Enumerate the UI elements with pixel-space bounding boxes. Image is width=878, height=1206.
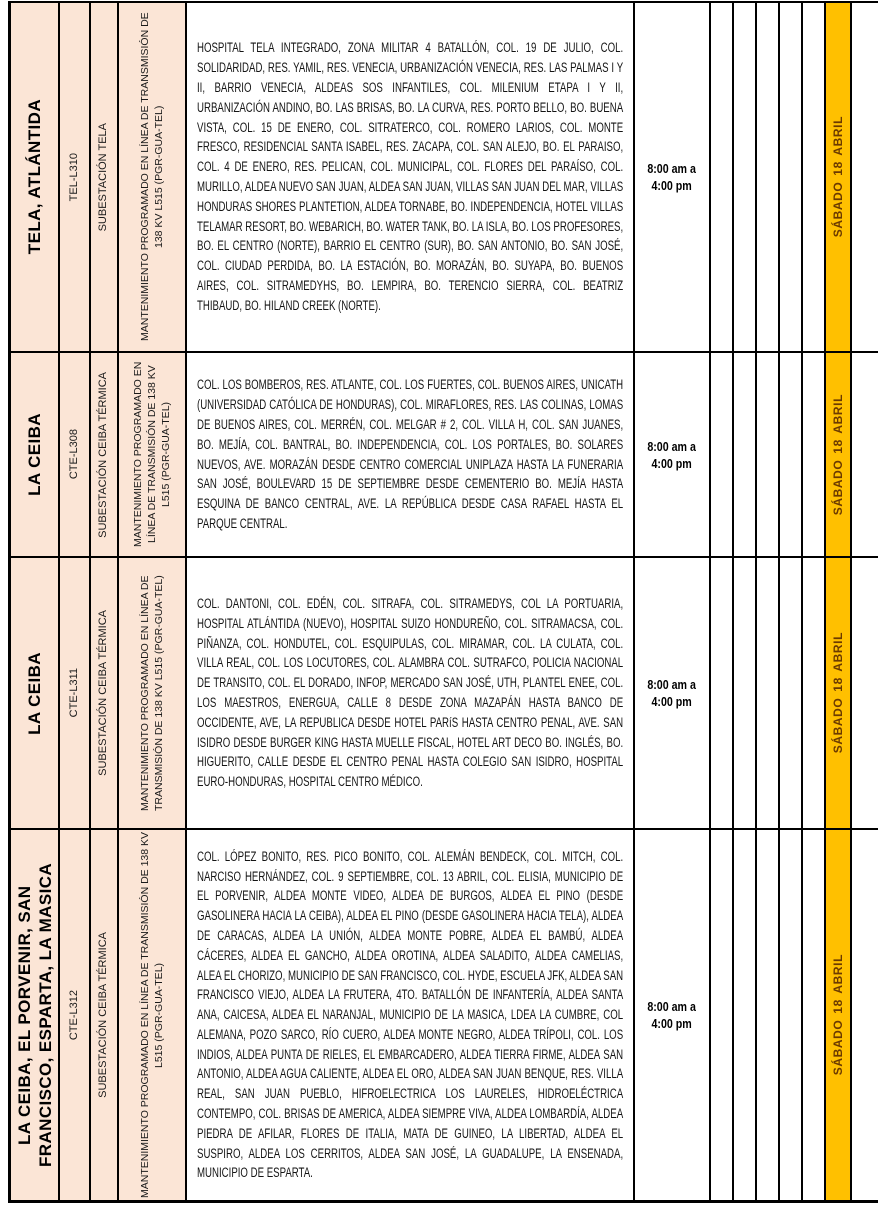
circuit-code-label: TEL-L310 [67, 152, 80, 202]
day-column-empty [732, 3, 755, 351]
day-column-empty [778, 353, 801, 556]
day-column-empty [778, 558, 801, 828]
day-column-empty [709, 3, 732, 351]
affected-areas-cell [185, 353, 633, 556]
day-column-empty [709, 830, 732, 1200]
time-cell [633, 3, 709, 351]
circuit-code-cell [58, 830, 89, 1200]
day-column-empty [850, 3, 878, 351]
location-label: LA CEIBA [25, 651, 44, 735]
date-label: SÁBADO 18 ABRIL [830, 632, 845, 754]
circuit-code-label: CTE-L308 [67, 429, 80, 480]
day-column-empty [850, 353, 878, 556]
substation-cell [89, 353, 117, 556]
day-column-empty [850, 830, 878, 1200]
location-cell [11, 830, 58, 1200]
affected-areas-text: COL. DANTONI, COL. EDÉN, COL. SITRAFA, COL. SITRAMEDYS, COL LA PORTUARIA, HOSPITAL ATLÁNTIDA (NUEVO), HOSPITAL SUIZO HONDUREÑO, COL. SITRAMACSA, COL. PIÑANZA, COL. HONDUTEL, COL. ESQUIPULAS, COL. MIRAMAR, COL. LA CULATA, COL. VILLA REAL, COL. LOS LOCUTORES, COL. ALAMBRA COL. SUTRAFCO, POLICIA NACIONAL DE TRANSITO, COL. EL DORADO, INFOP, MERCADO SAN JOSÉ, UTH, PLANTEL ENEE, COL. LOS MAESTROS, ENERGUA, CALLE 8 DESDE ZONA MAZAPÁN HASTA BANCO DE OCCIDENTE, AVE, LA REPUBLICA DESDE HOTEL PARíS HASTA CENTRO PENAL, AVE. SAN ISIDRO DESDE BURGER KING HASTA MUELLE FISCAL, HOTEL ART DECO BO. INGLÉS, BO. HIGUERITO, CALLE DESDE EL CENTRO PENAL HASTA COLEGIO SAN ISIDRO, HOSPITAL EURO-HONDURAS, HOSPITAL CENTRO MÉDICO. [197, 596, 624, 790]
work-type-label: MANTENIMIENTO PROGRAMADO EN LÍNEA DE TRANSMISIÓN DE 138 KV L515 (PGR-GUA-TEL) [139, 12, 165, 342]
work-type-cell [117, 558, 185, 828]
time-end: 4:00 pm [651, 178, 693, 193]
day-column-empty [709, 353, 732, 556]
work-type-label: MANTENIMIENTO PROGRAMADO EN LÍNEA DE TRANSMISIÓN DE 138 KV L515 (PGR-GUA-TEL) [139, 575, 165, 811]
day-column-empty [801, 3, 824, 351]
location-cell [11, 558, 58, 828]
location-label: TELA, ATLÁNTIDA [25, 99, 44, 255]
day-column-empty [778, 3, 801, 351]
day-column-empty [755, 558, 778, 828]
table-row [11, 351, 878, 556]
affected-areas-text: HOSPITAL TELA INTEGRADO, ZONA MILITAR 4 BATALLÓN, COL. 19 DE JULIO, COL. SOLIDARIDAD, RES. YAMIL, RES. VENECIA, URBANIZACIÓN VENECIA, RES. LAS PALMAS I Y II, BARRIO VENECIA, ALDEAS SOS INFANTILES, COL. MILENIUM ETAPA I Y II, URBANIZACIÓN ANDINO, BO. LAS BRISAS, BO. LA CURVA, RES. PORTO BELLO, BO. BUENA VISTA, COL. 15 DE ENERO, COL. SITRATERCO, COL. ROMERO LARIOS, COL. MONTE FRESCO, RESIDENCIAL SANTA ISABEL, RES. ZACAPA, COL. SAN ALEJO, BO. EL PARAISO, COL. 4 DE ENERO, RES. PELICAN, COL. MUNICIPAL, COL. FLORES DEL PARAÍSO, COL. MURILLO, ALDEA NUEVO SAN JUAN, ALDEA SAN JUAN, VILLAS SAN JUAN DEL MAR, VILLAS HONDURAS SHORES PLANTETION, ALDEA TORNABE, BO. INDEPENDENCIA, HOTEL VILLAS TELAMAR RESORT, BO. WEBARICH, BO. WATER TANK, BO. LA ISLA, BO. LOS PROFESORES, BO. EL CENTRO (NORTE), BARRIO EL CENTRO (SUR), BO. SAN ANTONIO, BO. SAN JOSÉ, COL. CIUDAD PERDIDA, BO. LA ESTACIÓN, BO. MORAZÁN, BO. SUYAPA, BO. BUENOS AIRES, COL. SITRAMEDYHS, BO. LEMPIRA, BO. TERENCIO SIERRA, COL. BEATRIZ THIBAUD, BO. HILAND CREEK (NORTE). [197, 40, 624, 313]
table-row [11, 3, 878, 351]
highlighted-date-cell [824, 353, 850, 556]
circuit-code-label: CTE-L312 [67, 989, 80, 1041]
location-cell [11, 353, 58, 556]
work-type-cell [117, 830, 185, 1200]
outage-schedule-table [8, 1, 878, 1203]
highlighted-date-cell [824, 830, 850, 1200]
date-label: SÁBADO 18 ABRIL [830, 954, 845, 1076]
date-label: SÁBADO 18 ABRIL [830, 116, 845, 238]
day-column-empty [709, 558, 732, 828]
time-cell [633, 830, 709, 1200]
affected-areas-cell [185, 558, 633, 828]
day-column-empty [778, 830, 801, 1200]
highlighted-date-cell [824, 558, 850, 828]
work-type-label: MANTENIMIENTO PROGRAMADO EN LÍNEA DE TRANSMISIÓN DE 138 KV L515 (PGR-GUA-TEL) [132, 361, 172, 548]
substation-cell [89, 830, 117, 1200]
affected-areas-cell [185, 3, 633, 351]
time-start: 8:00 am a [647, 999, 697, 1014]
substation-label: SUBESTACIÓN CEIBA TÉRMICA [97, 610, 110, 776]
substation-cell [89, 558, 117, 828]
time-cell [633, 558, 709, 828]
highlighted-date-cell [824, 3, 850, 351]
affected-areas-text: COL. LOS BOMBEROS, RES. ATLANTE, COL. LOS FUERTES, COL. BUENOS AIRES, UNICATH (UNIVERSIDAD CATÓLICA DE HONDURAS), COL. MIRAFLORES, RES. LAS COLINAS, LOMAS DE BUENOS AIRES, COL. MERRÉN, COL. MELGAR # 2, COL. VILLA H, COL. SAN JUANES, BO. MEJÍA, COL. BANTRAL, BO. INDEPENDENCIA, COL. LOS PORTALES, BO. SOLARES NUEVOS, AVE. MORAZÁN DESDE CENTRO COMERCIAL UNIPLAZA HASTA LA FUNERARIA SAN JOSÉ, BOULEVARD 15 DE SEPTIEMBRE DESDE CEMENTERIO BO. MEJÍA HASTA ESQUINA DE BANCO CENTRAL, AVE. LA REPÚBLICA DESDE CASA RAFAEL HASTA EL PARQUE CENTRAL. [197, 377, 624, 531]
day-column-empty [755, 353, 778, 556]
circuit-code-label: CTE-L311 [67, 668, 80, 718]
substation-label: SUBESTACIÓN TELA [97, 122, 110, 232]
circuit-code-cell [58, 353, 89, 556]
time-start: 8:00 am a [647, 438, 697, 454]
substation-cell [89, 3, 117, 351]
table-row [11, 828, 878, 1200]
circuit-code-cell [58, 3, 89, 351]
work-type-cell [117, 3, 185, 351]
location-label: LA CEIBA, EL PORVENIR, SAN FRANCISCO, ESPARTA, LA MASICA [14, 862, 55, 1168]
time-cell [633, 353, 709, 556]
time-start: 8:00 am a [647, 677, 697, 692]
affected-areas-cell [185, 830, 633, 1200]
substation-label: SUBESTACIÓN CEIBA TÉRMICA [97, 371, 110, 538]
day-column-empty [850, 558, 878, 828]
work-type-label: MANTENIMIENTO PROGRAMADO EN LÍNEA DE TRANSMISIÓN DE 138 KV L515 (PGR-GUA-TEL) [139, 831, 165, 1199]
time-start: 8:00 am a [647, 161, 697, 176]
substation-label: SUBESTACIÓN CEIBA TÉRMICA [97, 932, 110, 1098]
work-type-cell [117, 353, 185, 556]
time-end: 4:00 pm [651, 1016, 693, 1031]
day-column-empty [732, 558, 755, 828]
day-column-empty [755, 830, 778, 1200]
location-cell [11, 3, 58, 351]
date-label: SÁBADO 18 ABRIL [830, 393, 845, 516]
location-label: LA CEIBA [25, 413, 44, 496]
time-end: 4:00 pm [651, 694, 693, 709]
day-column-empty [732, 830, 755, 1200]
day-column-empty [732, 353, 755, 556]
day-column-empty [801, 353, 824, 556]
table-row [11, 556, 878, 828]
day-column-empty [801, 558, 824, 828]
day-column-empty [755, 3, 778, 351]
time-end: 4:00 pm [651, 455, 693, 471]
affected-areas-text: COL. LÓPEZ BONITO, RES. PICO BONITO, COL. ALEMÁN BENDECK, COL. MITCH, COL. NARCISO HERNÁNDEZ, COL. 9 SEPTIEMBRE, COL. 13 ABRIL, COL. ELISIA, MUNICIPIO DE EL PORVENIR, ALDEA MONTE VIDEO, ALDEA DE BURGOS, ALDEA EL PINO (DESDE GASOLINERA HACIA LA CEIBA), ALDEA EL PINO (DESDE GASOLINERA HACIA TELA), ALDEA DE CARACAS, ALDEA LA UNIÓN, ALDEA MONTE POBRE, ALDEA EL BAMBÚ, ALDEA CÁCERES, ALDEA EL GANCHO, ALDEA OROTINA, ALDEA SALADITO, ALDEA CAMELIAS, ALEA EL CHORIZO, MUNICIPIO DE SAN FRANCISCO, COL. HYDE, ESCUELA JFK, ALDEA SAN FRANCISCO VIEJO, ALDEA LA FRUTERA, 4TO. BATALLÓN DE INFANTERÍA, ALDEA SANTA ANA, CAICESA, ALDEA EL NARANJAL, MUNICIPIO DE LA MASICA, LDEA LA CUMBRE, COL ALEMANA, POZO SARCO, RÍO CUERO, ALDEA MONTE NEGRO, ALDEA TRÍPOLI, COL. LOS INDIOS, ALDEA PUNTA DE RIELES, EL EMBARCADERO, ALDEA TIERRA FIRME, ALDEA SAN ANTONIO, ALDEA AGUA CALIENTE, ALDEA EL ORO, ALDEA SAN JUAN BENQUE, RES. VILLA REAL, SAN JUAN PUEBLO, HIFROELECTRICA LOS LAURELES, HIDROELÉCTRICA CONTEMPO, COL. BRISAS DE AMERICA, ALDEA SIEMPRE VIVA, ALDEA LOMBARDÍA, ALDEA PIEDRA DE AFILAR, FLORES DE ITALIA, MATA DE GUINEO, LA LIBERTAD, ALDEA EL SUSPIRO, ALDEA LOS CERRITOS, ALDEA SAN JOSÉ, LA GUADALUPE, LA ENSENADA, MUNICIPIO DE ESPARTA. [197, 848, 624, 1181]
day-column-empty [801, 830, 824, 1200]
circuit-code-cell [58, 558, 89, 828]
